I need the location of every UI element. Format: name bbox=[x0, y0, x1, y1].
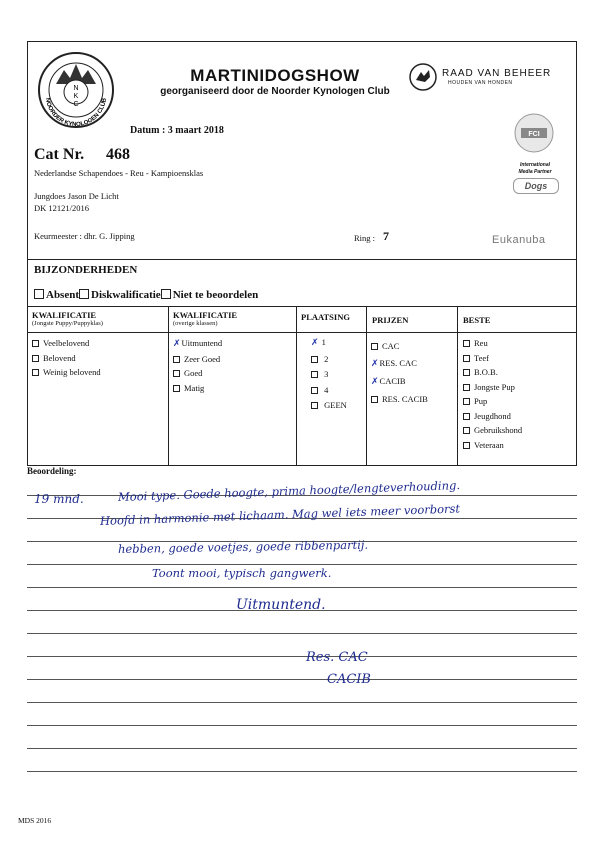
kwal-puppy-list bbox=[32, 336, 101, 380]
checkbox[interactable] bbox=[463, 442, 470, 449]
item-label: Matig bbox=[184, 382, 205, 393]
special-options bbox=[34, 289, 258, 301]
kwal-other-title: KWALIFICATIE bbox=[173, 310, 238, 320]
checkbox[interactable] bbox=[311, 402, 318, 409]
cat-label: Cat Nr. bbox=[34, 146, 85, 163]
item-label: Goed bbox=[184, 368, 203, 378]
section-divider bbox=[27, 259, 577, 260]
grid-top-line bbox=[27, 306, 577, 307]
checkbox[interactable] bbox=[463, 340, 470, 347]
list-item[interactable] bbox=[463, 409, 522, 424]
judge-line: Keurmeester : dhr. G. Jipping bbox=[34, 231, 135, 241]
checkmark-icon[interactable]: ✗ bbox=[371, 359, 379, 369]
checkbox[interactable] bbox=[371, 343, 378, 350]
list-item[interactable] bbox=[371, 391, 428, 408]
checkbox[interactable] bbox=[463, 398, 470, 405]
comment-line: Hoofd in harmonie met lichaam. Mag wel iets meer voorborst bbox=[99, 501, 461, 528]
list-item[interactable] bbox=[173, 336, 222, 352]
item-label: Zeer Goed bbox=[184, 353, 221, 364]
prize-handwritten: Res. CAC bbox=[306, 650, 368, 665]
ruled-line bbox=[27, 656, 577, 657]
kwal-other-header bbox=[173, 310, 237, 327]
list-item[interactable] bbox=[371, 373, 428, 391]
media-partner-logo: Dogs bbox=[513, 178, 559, 194]
show-title: MARTINIDOGSHOW bbox=[190, 66, 360, 85]
item-label: 1 bbox=[321, 337, 326, 347]
item-label: 2 bbox=[324, 353, 329, 364]
ring-number: 7 bbox=[383, 229, 389, 243]
checkbox[interactable] bbox=[311, 387, 318, 394]
club-logo-text: NOORDER KYNOLOGEN CLUB bbox=[44, 97, 108, 129]
kwal-puppy-title: KWALIFICATIE bbox=[32, 310, 97, 320]
item-label: Belovend bbox=[43, 352, 76, 363]
item-label: RES. CAC bbox=[379, 358, 417, 368]
checkbox[interactable] bbox=[173, 356, 180, 363]
list-item[interactable] bbox=[311, 398, 347, 414]
beste-list bbox=[463, 336, 522, 452]
list-item[interactable] bbox=[463, 365, 522, 380]
cat-number: 468 bbox=[106, 146, 130, 163]
list-item[interactable] bbox=[173, 381, 222, 396]
special-heading: BIJZONDERHEDEN bbox=[34, 264, 138, 276]
list-item[interactable] bbox=[173, 366, 222, 381]
prijzen-title: PRIJZEN bbox=[372, 315, 409, 325]
comment-line: Mooi type. Goede hoogte, prima hoogte/lengteverhouding. bbox=[117, 478, 461, 504]
grid-col-divider bbox=[296, 306, 297, 466]
grid-col-divider bbox=[168, 306, 169, 466]
age-note: 19 mnd. bbox=[34, 492, 84, 506]
item-label: Jeugdhond bbox=[474, 410, 511, 421]
disqualified-checkbox[interactable] bbox=[79, 289, 89, 299]
plaatsing-list bbox=[311, 335, 347, 414]
item-label: CAC bbox=[382, 341, 400, 351]
club-logo bbox=[36, 50, 116, 130]
item-label: Uitmuntend bbox=[181, 338, 223, 348]
checkbox[interactable] bbox=[173, 385, 180, 392]
checkbox[interactable] bbox=[371, 396, 378, 403]
list-item[interactable] bbox=[463, 423, 522, 438]
ruled-line bbox=[27, 771, 577, 772]
checkbox[interactable] bbox=[311, 356, 318, 363]
checkmark-icon[interactable]: ✗ bbox=[311, 338, 319, 348]
media-partner-line2: Media Partner bbox=[518, 169, 552, 175]
prijzen-list bbox=[371, 338, 428, 408]
comment-line: Toont mooi, typisch gangwerk. bbox=[152, 566, 332, 580]
checkmark-icon[interactable]: ✗ bbox=[371, 377, 379, 387]
list-item[interactable] bbox=[463, 380, 522, 395]
logo-letter-c: C bbox=[73, 101, 79, 108]
item-label: GEEN bbox=[324, 400, 347, 410]
kwal-other-list bbox=[173, 336, 222, 395]
comment-line: hebben, goede voetjes, goede ribbenpartij. bbox=[117, 537, 369, 556]
prize-handwritten: CACIB bbox=[327, 672, 371, 687]
checkbox[interactable] bbox=[173, 370, 180, 377]
ruled-line bbox=[27, 725, 577, 726]
plaatsing-title: PLAATSING bbox=[301, 312, 350, 322]
ring-label: Ring : bbox=[354, 233, 376, 243]
item-label: 4 bbox=[324, 384, 329, 395]
checkbox[interactable] bbox=[463, 355, 470, 362]
ruled-line bbox=[27, 564, 577, 565]
dog-icon bbox=[408, 62, 438, 92]
sponsor-logo: Eukanuba bbox=[492, 234, 546, 246]
not-judged-label: Niet te beoordelen bbox=[172, 289, 259, 301]
list-item[interactable] bbox=[463, 336, 522, 351]
checkbox[interactable] bbox=[32, 355, 39, 362]
ruled-line bbox=[27, 633, 577, 634]
list-item[interactable] bbox=[32, 351, 101, 366]
grid-col-divider bbox=[366, 306, 367, 466]
date-line: Datum : 3 maart 2018 bbox=[130, 125, 224, 136]
checkbox[interactable] bbox=[463, 384, 470, 391]
kwal-puppy-header bbox=[32, 310, 103, 327]
ruled-line bbox=[27, 748, 577, 749]
list-item[interactable] bbox=[32, 336, 101, 351]
grid-header-line bbox=[27, 332, 577, 333]
item-label: Jongste Pup bbox=[474, 381, 515, 392]
raad-van-beheer-name: RAAD VAN BEHEER bbox=[442, 68, 552, 79]
item-label: Veelbelovend bbox=[43, 338, 90, 348]
list-item[interactable] bbox=[463, 351, 522, 366]
ruled-line bbox=[27, 679, 577, 680]
kwal-puppy-sub: (Jongste Puppy/Puppyklas) bbox=[32, 320, 103, 327]
list-item[interactable] bbox=[463, 394, 522, 409]
list-item[interactable] bbox=[311, 335, 347, 352]
logo-letter-n: N bbox=[73, 85, 79, 92]
checkbox[interactable] bbox=[32, 340, 39, 347]
item-label: Pup bbox=[474, 396, 488, 406]
list-item[interactable] bbox=[32, 365, 101, 380]
fci-logo bbox=[513, 112, 555, 154]
dog-name: Jungdoes Jason De Licht bbox=[34, 191, 119, 201]
item-label: RES. CACIB bbox=[382, 394, 428, 404]
logo-letter-k: K bbox=[73, 93, 79, 100]
kwal-other-sub: (overige klassen) bbox=[173, 320, 218, 327]
item-label: CACIB bbox=[379, 376, 406, 386]
list-item[interactable] bbox=[371, 338, 428, 355]
list-item[interactable] bbox=[311, 367, 347, 383]
qualification-handwritten: Uitmuntend. bbox=[236, 597, 326, 613]
checkbox[interactable] bbox=[463, 413, 470, 420]
not-judged-checkbox[interactable] bbox=[161, 289, 171, 299]
ruled-line bbox=[27, 587, 577, 588]
media-partner-line1: International bbox=[519, 162, 550, 168]
form-code: MDS 2016 bbox=[18, 816, 52, 825]
ruled-line bbox=[27, 702, 577, 703]
disqualified-label: Diskwalificatie bbox=[91, 289, 161, 301]
item-label: Weinig belovend bbox=[43, 367, 101, 377]
fci-text: FCI bbox=[528, 131, 540, 138]
checkbox[interactable] bbox=[463, 427, 470, 434]
checkbox[interactable] bbox=[463, 369, 470, 376]
item-label: Veteraan bbox=[474, 439, 504, 450]
item-label: B.O.B. bbox=[474, 367, 498, 377]
item-label: 3 bbox=[324, 369, 329, 379]
list-item[interactable] bbox=[463, 438, 522, 453]
list-item[interactable] bbox=[311, 352, 347, 368]
grid-col-divider bbox=[457, 306, 458, 466]
checkbox[interactable] bbox=[32, 369, 39, 376]
checkmark-icon[interactable]: ✗ bbox=[173, 339, 181, 349]
absent-checkbox[interactable] bbox=[34, 289, 44, 299]
organizer-line: georganiseerd door de Noorder Kynologen Club bbox=[160, 86, 390, 97]
list-item[interactable] bbox=[311, 383, 347, 399]
checkbox[interactable] bbox=[311, 371, 318, 378]
item-label: Gebruikshond bbox=[474, 425, 523, 435]
list-item[interactable] bbox=[173, 352, 222, 367]
item-label: Teef bbox=[474, 352, 489, 363]
beste-title: BESTE bbox=[463, 315, 491, 325]
absent-label: Absent bbox=[46, 289, 80, 301]
raad-van-beheer-sub: HOUDEN VAN HONDEN bbox=[448, 80, 513, 86]
registration-number: DK 12121/2016 bbox=[34, 203, 90, 213]
list-item[interactable] bbox=[371, 355, 428, 373]
breed-class: Nederlandse Schapendoes - Reu - Kampioensklas bbox=[34, 168, 204, 178]
item-label: Reu bbox=[474, 338, 488, 348]
beoordeling-label: Beoordeling: bbox=[27, 466, 77, 476]
